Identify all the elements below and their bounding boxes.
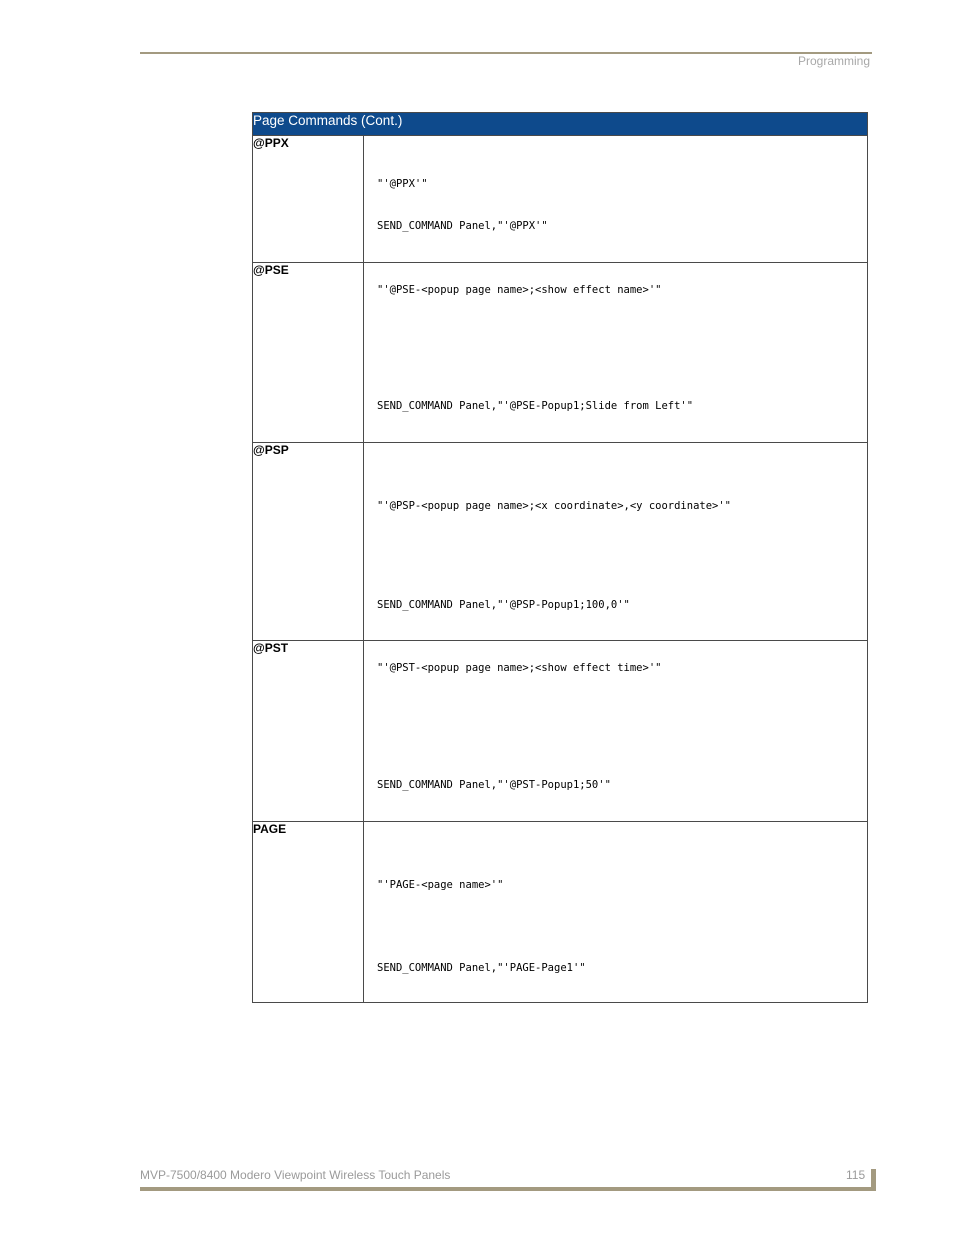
table-row — [253, 641, 868, 822]
page-commands-table — [252, 112, 868, 1003]
example-code: SEND_COMMAND Panel,"'PAGE-Page1'" — [377, 962, 586, 974]
command-description — [364, 263, 868, 443]
footer-rule — [140, 1187, 876, 1191]
syntax-code: "'@PPX'" — [377, 178, 428, 190]
header-rule — [140, 52, 872, 54]
table-header-row — [253, 113, 868, 136]
command-description — [364, 443, 868, 641]
table-row — [253, 822, 868, 1003]
section-label: Programming — [797, 54, 870, 68]
syntax-code: "'@PSE-<popup page name>;<show effect name>'" — [377, 284, 662, 296]
page-number: 115 — [846, 1168, 866, 1182]
example-code: SEND_COMMAND Panel,"'@PST-Popup1;50'" — [377, 779, 611, 791]
command-description — [364, 136, 868, 263]
command-name: @PSP — [253, 443, 364, 641]
footer-rule-tick — [871, 1169, 876, 1191]
command-name: @PPX — [253, 136, 364, 263]
example-code: SEND_COMMAND Panel,"'@PSE-Popup1;Slide from Left'" — [377, 400, 694, 412]
syntax-code: "'PAGE-<page name>'" — [377, 879, 504, 891]
example-code: SEND_COMMAND Panel,"'@PSP-Popup1;100,0'" — [377, 599, 630, 611]
footer-product-name: MVP-7500/8400 Modero Viewpoint Wireless Touch Panels — [140, 1168, 451, 1182]
command-name: @PST — [253, 641, 364, 822]
command-name: PAGE — [253, 822, 364, 1003]
table-row — [253, 443, 868, 641]
example-code: SEND_COMMAND Panel,"'@PPX'" — [377, 220, 548, 232]
table-row — [253, 136, 868, 263]
table-row — [253, 263, 868, 443]
command-name: @PSE — [253, 263, 364, 443]
command-description — [364, 822, 868, 1003]
table-title: Page Commands (Cont.) — [253, 113, 868, 136]
command-description — [364, 641, 868, 822]
syntax-code: "'@PSP-<popup page name>;<x coordinate>,<y coordinate>'" — [377, 500, 732, 512]
syntax-code: "'@PST-<popup page name>;<show effect time>'" — [377, 662, 662, 674]
